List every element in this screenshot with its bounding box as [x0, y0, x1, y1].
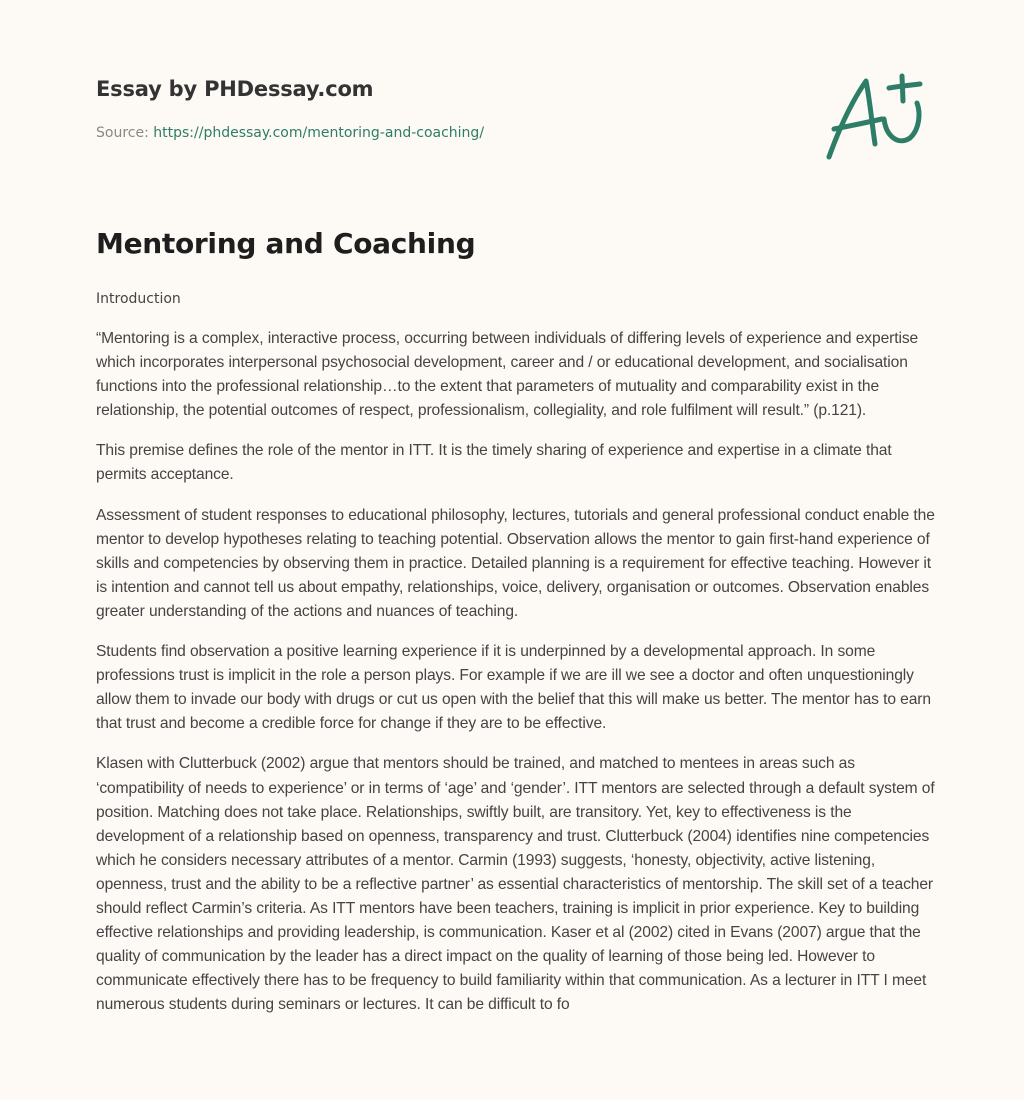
- source-label: Source:: [96, 125, 149, 141]
- essay-content: [96, 224, 936, 1017]
- essay-paragraph: “Mentoring is a complex, interactive process, occurring between individuals of differing levels of experience and expertise which incorporates interpersonal psychosocial development, career and / or educational development, and socialisation functions into the professional relationship…to the extent that parameters of mutuality and comparability exist in the relationship, the potential outcomes of respect, professionalism, collegiality, and role fulfilment will result.” (p.121).: [96, 330, 919, 420]
- essay-paragraph: Assessment of student responses to educational philosophy, lectures, tutorials and general professional conduct enable the mentor to develop hypotheses relating to teaching potential. Observation allows the mentor to gain first-hand experience of skills and competencies by observing them in practice. Detailed planning is a requirement for effective teaching. However it is intention and cannot tell us about empathy, relationships, voice, delivery, organisation or outcomes. Observation enables greater understanding of the actions and nuances of teaching.: [96, 506, 935, 620]
- essay-paragraph: This premise defines the role of the mentor in ITT. It is the timely sharing of experience and expertise in a climate that permits acceptance.: [96, 442, 892, 484]
- page-header: [96, 74, 926, 143]
- essay-title: Mentoring and Coaching: [96, 227, 476, 260]
- site-title: Essay by PHDessay.com: [96, 77, 374, 101]
- essay-paragraph: Students find observation a positive learning experience if it is underpinned by a developmental approach. In some professions trust is implicit in the role a person plays. For example if we are ill we see a doctor and often unquestioningly allow them to invade our body with drugs or cut us open with the belief that this will make us better. The mentor has to earn that trust and become a credible force for change if they are to be effective.: [96, 643, 931, 733]
- source-link[interactable]: https://phdessay.com/mentoring-and-coaching/: [153, 125, 485, 141]
- essay-paragraph: Klasen with Clutterbuck (2002) argue that mentors should be trained, and matched to mentees in areas such as ‘compatibility of needs to experience’ or in terms of ‘age’ and ‘gender’. ITT mentors are selected through a default system of position. Matching does not take place. Relationships, swiftly built, are transitory. Yet, key to effectiveness is the development of a relationship based on openness, transparency and trust. Clutterbuck (2004) identifies nine competencies which he considers necessary attributes of a mentor. Carmin (1993) suggests, ‘honesty, objectivity, active listening, openness, trust and the ability to be a reflective partner’ as essential characteristics of mentorship. The skill set of a teacher should reflect Carmin’s criteria. As ITT mentors have been teachers, training is implicit in prior experience. Key to building effective relationships and providing leadership, is communication. Kaser et al (2002) cited in Evans (2007) argue that the quality of communication by the leader has a direct impact on the quality of learning of those being led. However to communicate effectively there has to be frequency to build familiarity within that communication. As a lecturer in ITT I meet numerous students during seminars or lectures. It can be difficult to fo: [96, 755, 935, 1014]
- source-line: [96, 123, 926, 143]
- a-plus-grade-icon: [820, 66, 932, 166]
- section-label-introduction: Introduction: [96, 291, 181, 307]
